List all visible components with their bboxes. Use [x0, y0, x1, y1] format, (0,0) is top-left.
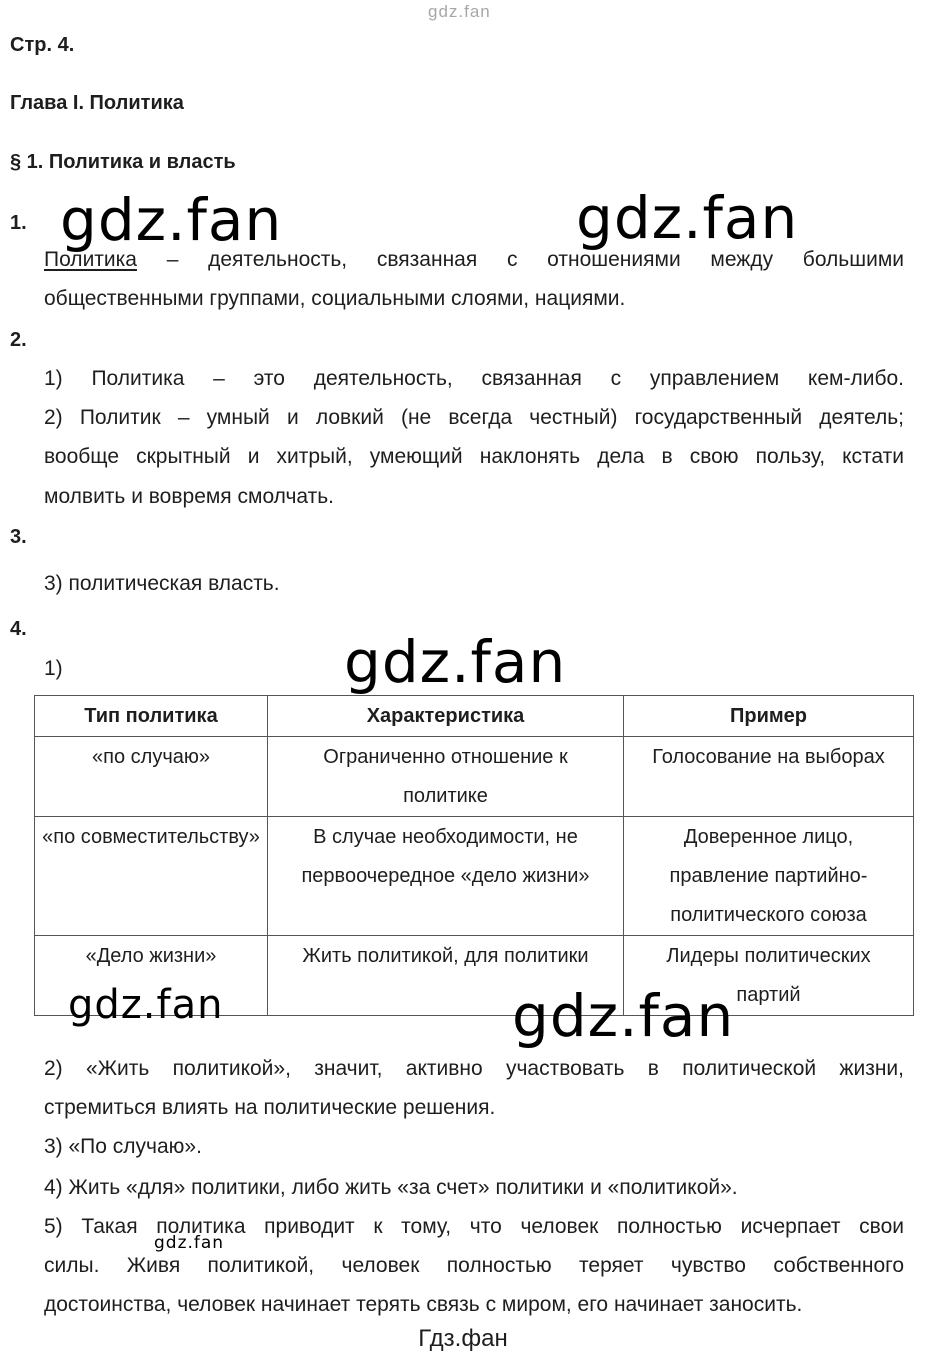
section-title: § 1. Политика и власть	[10, 151, 236, 173]
table-cell: Ограниченно отношение к политике	[268, 737, 624, 817]
table-cell: Голосование на выборах	[624, 737, 914, 817]
task-3-answer: 3) политическая власть.	[44, 572, 280, 595]
table-header-example: Пример	[624, 696, 914, 737]
table-header-row	[35, 696, 914, 737]
table-header-type: Тип политика	[35, 696, 268, 737]
task-2-line-4: молвить и вовремя смолчать.	[44, 485, 335, 508]
task-4-sub-1: 1)	[44, 657, 63, 680]
table-cell: «по совместительству»	[35, 817, 268, 936]
table-cell: «Дело жизни»	[35, 936, 268, 1016]
watermark: gdz.fan	[60, 186, 283, 254]
watermark: gdz.fan	[576, 184, 799, 252]
table-cell: Жить политикой, для политики	[268, 936, 624, 1016]
watermark: gdz.fan	[512, 982, 735, 1050]
task-4-answer-5-line-2: силы. Живя политикой, человек полностью теряет чувство собственного	[44, 1254, 904, 1277]
task-2-line-1: 1) Политика – это деятельность, связанная с управлением кем-либо.	[44, 367, 904, 390]
task-4-answer-5-line-1: 5) Такая политика приводит к тому, что человек полностью исчерпает свои	[44, 1215, 904, 1238]
table-row	[35, 817, 914, 936]
task-1-number: 1.	[10, 212, 27, 234]
table-cell: В случае необходимости, не первоочередное «дело жизни»	[268, 817, 624, 936]
footer-caption: Гдз.фан	[418, 1325, 508, 1352]
table-header-characteristic: Характеристика	[268, 696, 624, 737]
task-1-term: Политика	[44, 248, 137, 271]
task-1-definition-line-2: общественными группами, социальными слоями, нациями.	[44, 287, 626, 310]
task-4-answer-4: 4) Жить «для» политики, либо жить «за счет» политики и «политикой».	[44, 1176, 738, 1199]
watermark-top: gdz.fan	[428, 2, 491, 21]
table-cell: Лидеры политических партий	[624, 936, 914, 1016]
task-2-number: 2.	[10, 329, 27, 351]
task-2-line-2: 2) Политик – умный и ловкий (не всегда честный) государственный деятель;	[44, 406, 904, 429]
task-3-number: 3.	[10, 526, 27, 548]
page-reference: Стр. 4.	[10, 34, 75, 56]
watermark: gdz.fan	[154, 1233, 225, 1253]
watermark: gdz.fan	[344, 628, 567, 696]
task-4-answer-5-line-3: достоинства, человек начинает терять связь с миром, его начинает заносить.	[44, 1293, 803, 1316]
table-cell: Доверенное лицо, правление партийно-политического союза	[624, 817, 914, 936]
task-2-line-3: вообще скрытный и хитрый, умеющий наклонять дела в свою пользу, кстати	[44, 445, 904, 468]
chapter-title: Глава I. Политика	[10, 92, 184, 114]
task-4-answer-3: 3) «По случаю».	[44, 1135, 202, 1158]
task-4-answer-2-line-1: 2) «Жить политикой», значит, активно участвовать в политической жизни,	[44, 1057, 904, 1080]
task-4-answer-2-line-2: стремиться влиять на политические решения.	[44, 1096, 496, 1119]
watermark: gdz.fan	[68, 982, 224, 1028]
table-row	[35, 737, 914, 817]
task-4-number: 4.	[10, 618, 27, 640]
task-1-definition-text: – деятельность, связанная с отношениями между большими	[136, 248, 904, 271]
politician-types-table	[34, 695, 914, 1016]
table-cell: «по случаю»	[35, 737, 268, 817]
